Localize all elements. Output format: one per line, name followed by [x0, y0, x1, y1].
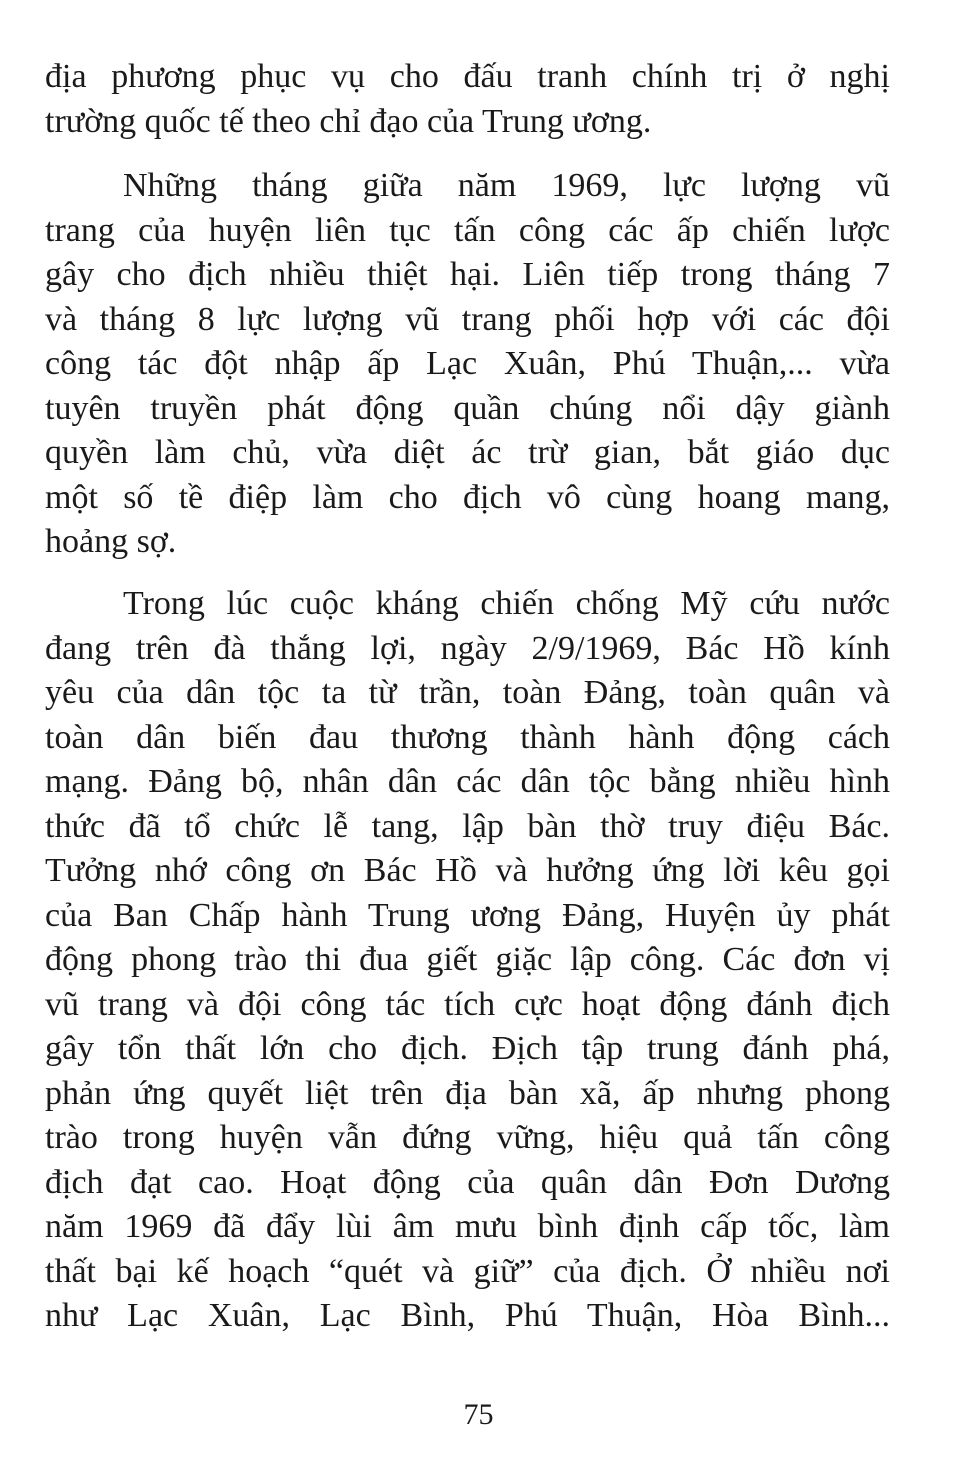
- text-line: Tưởng nhớ công ơn Bác Hồ và hưởng ứng lời kêu gọi: [45, 852, 890, 889]
- text-line: trường quốc tế theo chỉ đạo của Trung ương.: [45, 102, 652, 140]
- text-line: mạng. Đảng bộ, nhân dân các dân tộc bằng nhiều hình: [45, 763, 890, 800]
- text-line: một số tề điệp làm cho địch vô cùng hoang mang,: [45, 478, 890, 516]
- text-line: vũ trang và đội công tác tích cực hoạt động đánh địch: [45, 985, 890, 1023]
- text-line: thức đã tổ chức lễ tang, lập bàn thờ truy điệu Bác.: [45, 807, 890, 845]
- text-line: yêu của dân tộc ta từ trần, toàn Đảng, toàn quân và: [45, 674, 890, 711]
- text-line: tuyên truyền phát động quần chúng nổi dậy giành: [45, 389, 890, 427]
- paragraph-3: [45, 582, 890, 1339]
- text-line: Những tháng giữa năm 1969, lực lượng vũ: [123, 167, 890, 204]
- text-line: công tác đột nhập ấp Lạc Xuân, Phú Thuận,... vừa: [45, 345, 890, 382]
- page-number: 75: [463, 1398, 494, 1431]
- text-line: năm 1969 đã đẩy lùi âm mưu bình định cấp tốc, làm: [45, 1208, 890, 1245]
- text-line: đang trên đà thắng lợi, ngày 2/9/1969, Bác Hồ kính: [45, 629, 890, 667]
- text-line: động phong trào thi đua giết giặc lập công. Các đơn vị: [45, 941, 890, 978]
- text-line: địch đạt cao. Hoạt động của quân dân Đơn Dương: [45, 1163, 890, 1201]
- text-line: toàn dân biến đau thương thành hành động cách: [45, 718, 890, 756]
- text-line: của Ban Chấp hành Trung ương Đảng, Huyện ủy phát: [45, 896, 890, 934]
- text-line: trào trong huyện vẫn đứng vững, hiệu quả tấn công: [45, 1119, 890, 1156]
- text-line: Trong lúc cuộc kháng chiến chống Mỹ cứu nước: [123, 585, 890, 622]
- text-line: địa phương phục vụ cho đấu tranh chính trị ở nghị: [45, 58, 890, 95]
- text-line: gây tổn thất lớn cho địch. Địch tập trung đánh phá,: [45, 1030, 890, 1067]
- text-line: trang của huyện liên tục tấn công các ấp chiến lược: [45, 211, 890, 249]
- text-line: quyền làm chủ, vừa diệt ác trừ gian, bắt giáo dục: [45, 434, 890, 471]
- text-line: và tháng 8 lực lượng vũ trang phối hợp với các đội: [45, 300, 890, 338]
- paragraph-1: [45, 55, 890, 144]
- text-line: phản ứng quyết liệt trên địa bàn xã, ấp nhưng phong: [45, 1074, 890, 1112]
- text-line: hoảng sợ.: [45, 523, 177, 560]
- paragraph-2: [45, 164, 890, 565]
- text-line: gây cho địch nhiều thiệt hại. Liên tiếp trong tháng 7: [45, 256, 890, 293]
- text-line: thất bại kế hoạch “quét và giữ” của địch. Ở nhiều nơi: [45, 1252, 890, 1290]
- text-line: như Lạc Xuân, Lạc Bình, Phú Thuận, Hòa Bình...: [45, 1297, 890, 1334]
